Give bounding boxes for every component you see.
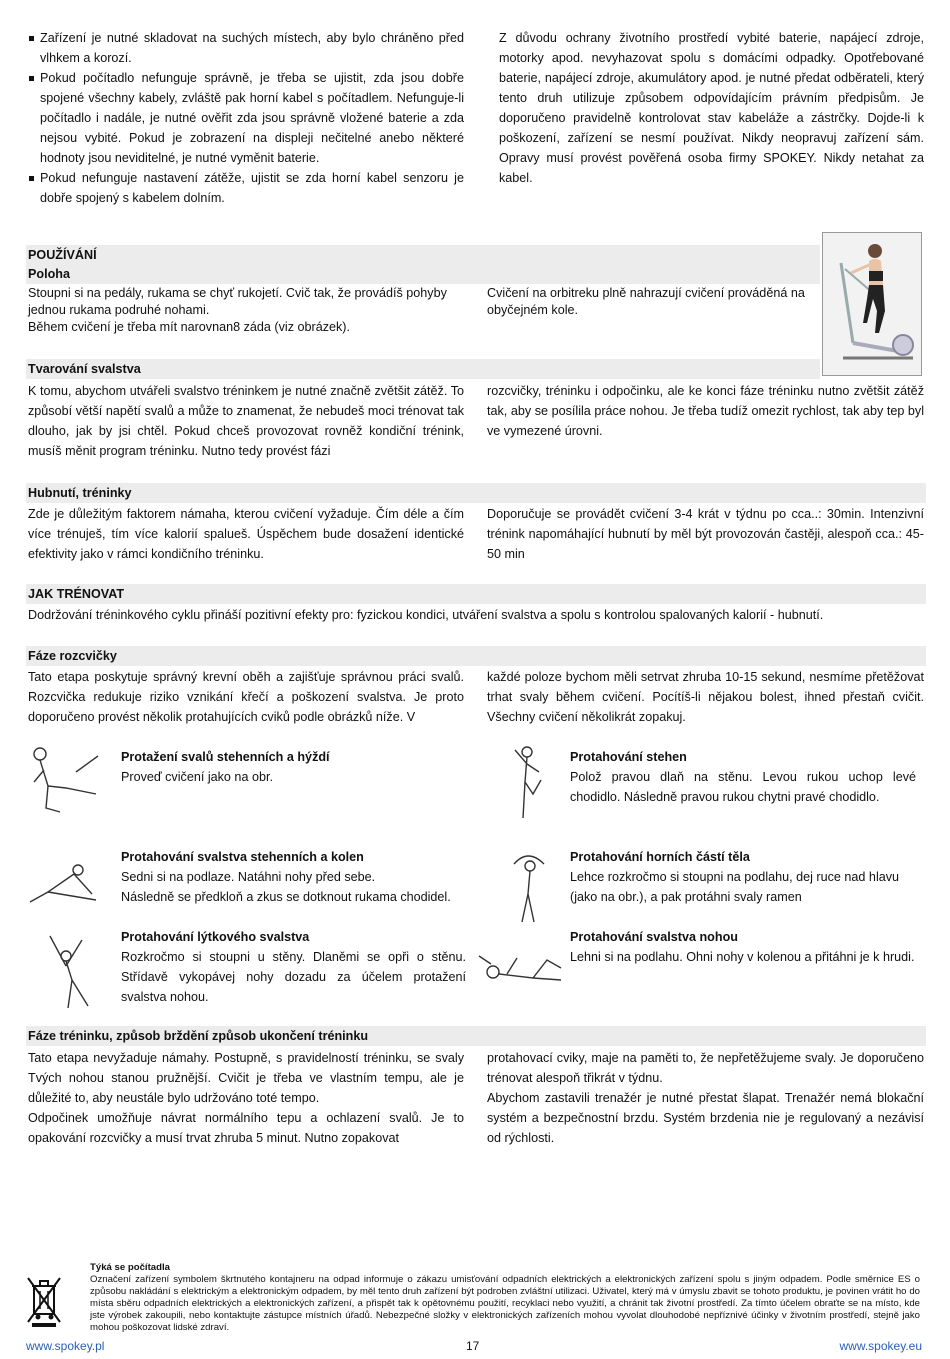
top-right-text: Z důvodu ochrany životního prostředí vybité baterie, napájecí zdroje, motorky apod. nevyhazovat spolu s domácími odpadky. Opotřebované baterie, napájecí zdroje, akumulátory apod. je nutné předat odběrateli, který tento druh utilizuje způsobem odpovídajícím právním předpisům. Je doporučeno pravidelně kontrolovat stav kabeláže a zástrčky. Dojde-li k poškození, zařízení se nesmí používat. Nikdy neopravuj zařízení sám. Opravy musí provést pověřená osoba firmy SPOKEY. Nikdy netahat za kabel. — [499, 31, 924, 185]
trenink-left: Tato etapa nevyžaduje námahy. Postupně, s pravidelností tréninku, se svaly Tvých nohou stanou pružnější. Cvičit je třeba ve vlastním tempu, ale je důležité to, aby neustále bylo udržováno toté tempo. Odpočinek umožňuje návrat normálního tepu a ochlazení svalů. Je to opakování rozcvičky a musí trvat zhruba 5 minut. Nutno zopakovat — [28, 1051, 464, 1145]
exercise-2 — [570, 747, 916, 807]
top-left-bullets — [28, 28, 464, 208]
exercise-2-title: Protahování stehen — [570, 750, 687, 764]
exercise-1-text: Proveď cvičení jako na obr. — [121, 770, 273, 784]
tvarovani-right: rozcvičky, tréninku i odpočinku, ale ke konci fáze tréninku nutno zvětšit zátěž tak, aby se posílila práce nohou. Je třeba tudíž omezit rychlost, tak aby tep byl ve vymezené úrovni. — [487, 384, 924, 438]
weee-bin-icon — [24, 1274, 64, 1331]
exercise-2-text: Polož pravou dlaň na stěnu. Levou rukou uchop levé chodidlo. Následně pravou rukou chytni pravé chodidlo. — [570, 770, 916, 804]
trenink-right: protahovací cviky, maje na paměti to, že nepřetěžujeme svaly. Je doporučeno trénovat alespoň třikrát v týdnu. Abychom zastavili trenažér je nutné přestat šlapat. Trenažér nemá blokační systém a bezpečnostní brzdu. Systém brzdenia nie je regulovaný a nezávisí od rýchlosti. — [487, 1051, 924, 1145]
exercise-1-title: Protažení svalů stehenních a hýždí — [121, 750, 330, 764]
exercise-3-text-2: Následně se předkloň a zkus se dotknout rukama chodidel. — [121, 890, 451, 904]
poloha-right: Cvičení na orbitreku plně nahrazují cvičení prováděná na obyčejném kole. — [487, 286, 805, 317]
exercise-figure-calf-stretch — [40, 930, 104, 1012]
exercise-3 — [121, 847, 471, 907]
footer-text: Označení zařízení symbolem škrtnutého kontajneru na odpad informuje o zákazu umisťování odpadních elektrických a elektronických zařízení spolu s jiným odpadem. Podle směrnice ES o způsobu nakládání s elektrickým a elektronickým odpadem, by měl tento druh zařízení být podroben zvláštní utilizaci. Uživatel, který má v úmyslu zbavit se tohoto produktu, je povinen vrátit ho do místa sběru odpadních elektrických a elektronických zařízení, a přispět tak k opětovnému použití, recyklaci nebo využití, a chránit tak životní prostředí. Za tímto účelem obraťte se na místo, kde jste výrobek zakoupili, nebo kontaktujte zástupce místních úřadů. Nebezpečné složky v elektronických zařízeních mohou vyvolat dlouhodobé nepříznivé účinky v životním prostředí, stejně jako mohou poškozovat lidské zdraví. — [90, 1274, 920, 1333]
exercise-6 — [570, 927, 916, 967]
elliptical-photo — [822, 232, 922, 376]
page-number: 17 — [466, 1339, 480, 1353]
exercise-4 — [570, 847, 916, 907]
bullet-resistance: Pokud nefunguje nastavení zátěže, ujistit se zda horní kabel senzoru je dobře spojený s kabelem dolním. — [28, 168, 464, 208]
section-heading-rozcvicka: Fáze rozcvičky — [26, 646, 926, 666]
exercise-3-text: Sedni si na podlaze. Natáhni nohy před sebe. — [121, 870, 376, 884]
exercise-4-text: Lehce rozkročmo si stoupni na podlahu, dej ruce nad hlavu (jako na obr.), a pak protáhni svaly ramen — [570, 870, 900, 904]
section-heading-trenink: Fáze tréninku, způsob brždění způsob ukončení tréninku — [26, 1026, 926, 1046]
footer-link-eu[interactable]: www.spokey.eu — [839, 1339, 922, 1353]
jak-trenovat-text: Dodržování tréninkového cyklu přináší pozitivní efekty pro: fyzickou kondici, utváření svalstva a spolu s kontrolou spalovaných kalorií - hubnutí. — [28, 608, 824, 622]
hubnuti-left: Zde je důležitým faktorem námaha, kterou cvičení vyžaduje. Čím déle a čím více trénuješ, tím více kalorií spalueš. Úspěchem bude dosažení identické efektivity jako v rámci kondičního tréninku. — [28, 507, 464, 561]
rozcvicka-right: každé poloze bychom měli setrvat zhruba 10-15 sekund, nesmíme přetěžovat trhat svaly během cvičení. Pocítíš-li nějakou bolest, ihned přestaň cvičit. Všechny cvičení několikrát zopakuj. — [487, 670, 924, 724]
bullet-storage: Zařízení je nutné skladovat na suchých místech, aby bylo chráněno před vlhkem a korozí. — [28, 28, 464, 68]
exercise-figure-hip-stretch — [26, 742, 116, 820]
exercise-1 — [121, 747, 466, 787]
footer-title: Týká se počítadla — [90, 1262, 170, 1273]
exercise-6-title: Protahování svalstva nohou — [570, 930, 738, 944]
exercise-5-title: Protahování lýtkového svalstva — [121, 930, 310, 944]
footer-link-pl[interactable]: www.spokey.pl — [26, 1339, 105, 1353]
hubnuti-right: Doporučuje se provádět cvičení 3-4 krát v týdnu po cca..: 30min. Intenzivní trénink napomáhající hubnutí by měl být provozován častěji, alespoň cca.: 45-50 min — [487, 507, 924, 561]
exercise-figure-seated-stretch — [26, 862, 102, 914]
section-heading-hubnuti: Hubnutí, tréninky — [26, 483, 926, 503]
section-heading-tvarovani: Tvarování svalstva — [26, 359, 820, 379]
exercise-6-text: Lehni si na podlahu. Ohni nohy v kolenou a přitáhni je k hrudi. — [570, 950, 915, 964]
exercise-5-text: Rozkročmo si stoupni u stěny. Dlaněmi se opři o stěnu. Střídavě vykopávej nohy dozadu za účelem protažení svalstva nohou. — [121, 950, 466, 1004]
exercise-4-title: Protahování horních částí těla — [570, 850, 750, 864]
exercise-figure-thigh-stretch — [505, 742, 555, 822]
bullet-counter: Pokud počítadlo nefunguje správně, je třeba se ujistit, zda jsou dobře spojené všechny kabely, zvláště pak horní kabel s počítadlem. Nefunguje-li počítadlo i nadále, je nutné ověřit zda jsou správně vložené baterie a zda nejsou vybité. Pokud je zobrazení na displeji nečitelné anebo některé hodnoty jsou neviditelné, je nutné vyměnit baterie. — [28, 68, 464, 168]
exercise-5 — [121, 927, 466, 1007]
section-heading-jak-trenovat: JAK TRÉNOVAT — [26, 584, 926, 604]
exercise-3-title: Protahování svalstva stehenních a kolen — [121, 850, 364, 864]
exercise-figure-upper-body-stretch — [506, 848, 554, 924]
tvarovani-left: K tomu, abychom utvářeli svalstvo tréninkem je nutné značně zvětšit zátěž. To způsobí větší napětí svalů a může to znamenat, že nebudeš moci trénovat tak dlouho, jak by jsi chtěl. Pokud chceš provozovat rovněž kondiční trénink, musíš měnit program tréninku. Nutno tedy provést fázi — [28, 384, 464, 458]
section-heading-poloha: Poloha — [26, 264, 820, 284]
exercise-figure-leg-stretch — [477, 938, 567, 988]
rozcvicka-left: Tato etapa poskytuje správný krevní oběh a zajišťuje správnou práci svalů. Rozcvička redukuje riziko vznikání křečí a poškození svalstva. Je proto doporučeno provést několik protahujících cviků podle obrázků níže. V — [28, 670, 464, 724]
section-heading-pouzivani: POUŽÍVÁNÍ — [26, 245, 820, 265]
poloha-left: Stoupni si na pedály, rukama se chyť rukojetí. Cvič tak, že provádíš pohyby jednou rukama podruhé nohami. Během cvičení je třeba mít narovnan8 záda (viz obrázek). — [28, 286, 447, 334]
